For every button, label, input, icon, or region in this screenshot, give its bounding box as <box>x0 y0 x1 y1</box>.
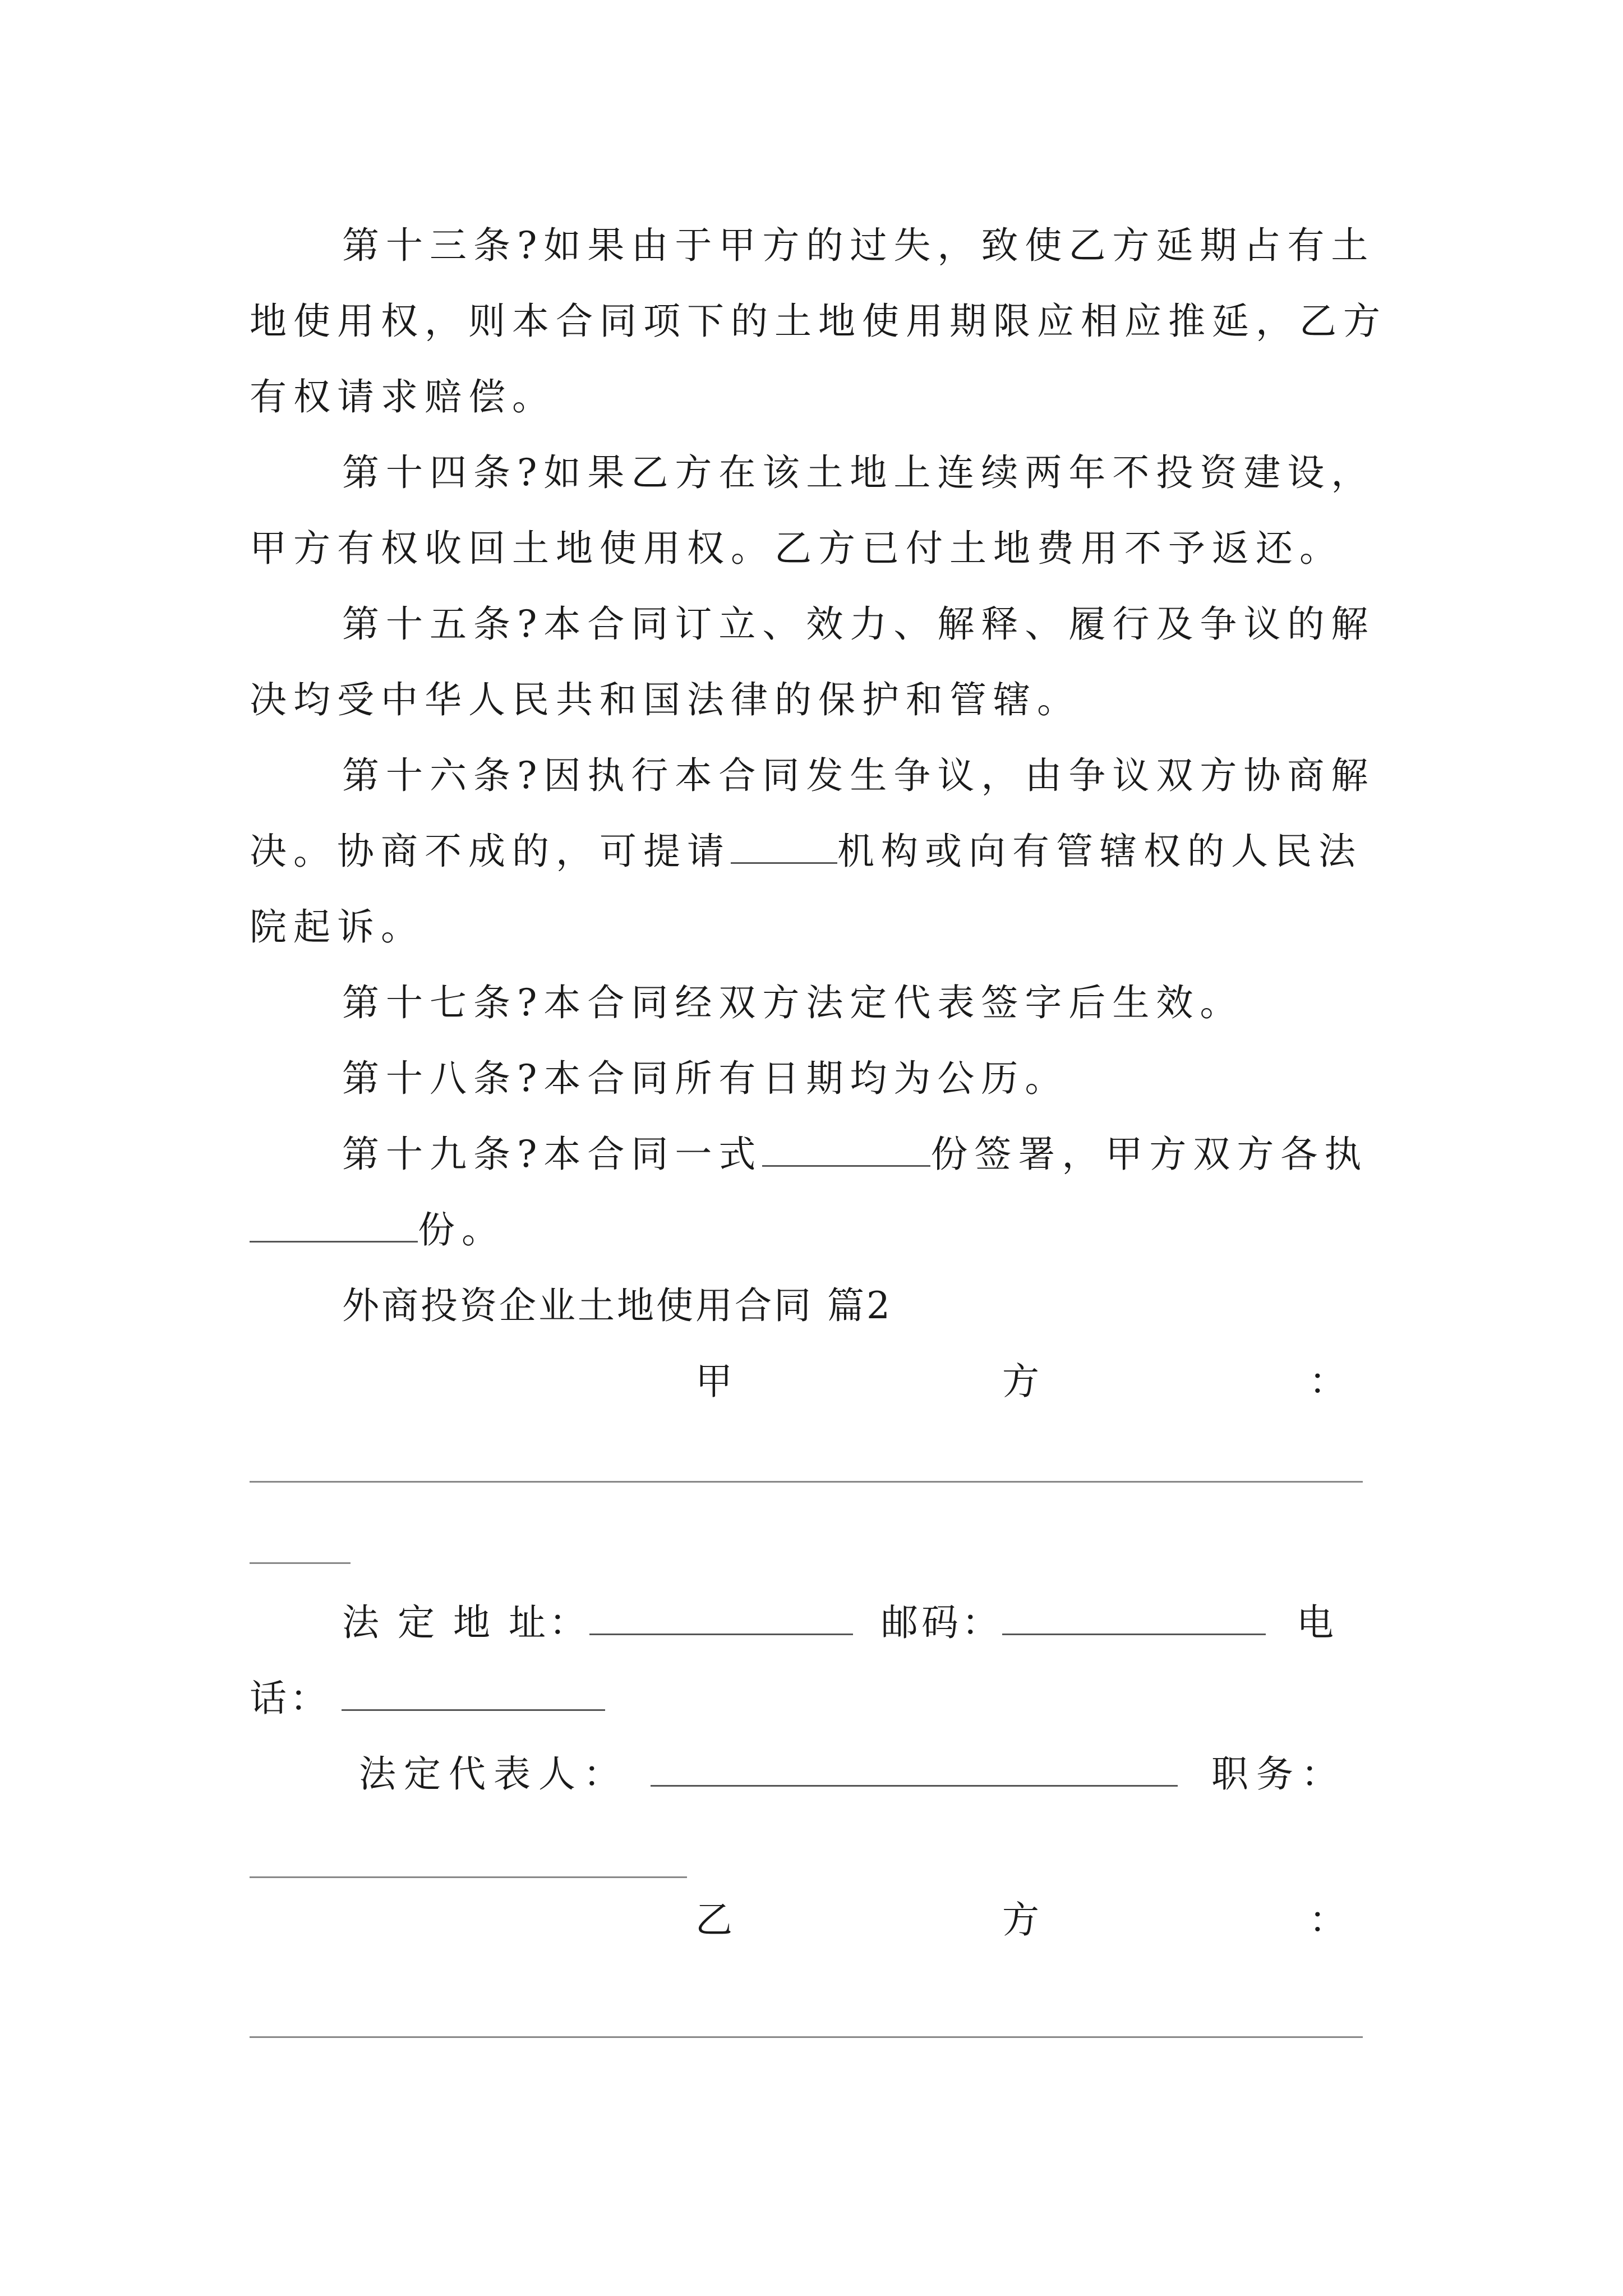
article-18-line-1: 第十八条?本合同所有日期均为公历。 <box>342 1057 1069 1100</box>
copies-each-blank[interactable] <box>250 1208 418 1243</box>
party-a-name-line-continued[interactable] <box>250 1562 351 1564</box>
article-16-text-b: 机构或向有管辖权的人民法 <box>837 830 1362 873</box>
representative-blank[interactable] <box>651 1752 1178 1787</box>
party-a-name-line[interactable] <box>250 1481 1363 1483</box>
article-16-text-a: 决。协商不成的，可提请 <box>250 830 731 873</box>
party-a-char-2: 方 <box>1002 1360 1039 1403</box>
article-15-line-2: 决均受中华人民共和国法律的保护和管辖。 <box>250 678 1081 721</box>
party-a-char-1: 甲 <box>695 1360 732 1403</box>
party-a-colon: ： <box>1309 1360 1346 1403</box>
party-b-colon: ： <box>1309 1898 1346 1941</box>
party-a-label <box>695 1355 1346 1409</box>
article-16-line-1: 第十六条?因执行本合同发生争议，由争议双方协商解 <box>342 754 1375 797</box>
article-19-text-c: 份。 <box>418 1208 505 1251</box>
party-b-name-line[interactable] <box>250 2036 1363 2038</box>
contact-line <box>342 1596 1380 1650</box>
copies-total-blank[interactable] <box>762 1133 930 1167</box>
article-19-line-2 <box>250 1203 1380 1257</box>
article-13-line-2: 地使用权，则本合同项下的土地使用期限应相应推延，乙方 <box>250 300 1387 343</box>
postcode-label: 邮码： <box>880 1601 1002 1644</box>
position-blank[interactable] <box>250 1876 687 1878</box>
article-13-line-3: 有权请求赔偿。 <box>250 375 556 418</box>
article-16-line-3: 院起诉。 <box>250 905 425 949</box>
postcode-blank[interactable] <box>1002 1601 1266 1635</box>
phone-blank[interactable] <box>342 1677 605 1711</box>
article-19-text-b: 份签署，甲方双方各执 <box>930 1133 1368 1176</box>
article-16-line-2 <box>250 825 1380 878</box>
article-14-line-1: 第十四条?如果乙方在该土地上连续两年不投资建设， <box>342 451 1375 494</box>
arbitration-blank[interactable] <box>731 830 837 864</box>
address-label: 法 定 地 址： <box>342 1601 589 1644</box>
article-19-line-1 <box>342 1128 1380 1181</box>
article-19-text-a: 第十九条?本合同一式 <box>342 1133 763 1176</box>
article-15-line-1: 第十五条?本合同订立、效力、解释、履行及争议的解 <box>342 602 1375 646</box>
address-blank[interactable] <box>589 1601 853 1635</box>
article-17-line-1: 第十七条?本合同经双方法定代表签字后生效。 <box>342 981 1244 1024</box>
representative-label: 法定代表人： <box>359 1752 628 1796</box>
phone-label-part-2: 话： <box>250 1677 330 1720</box>
phone-line <box>250 1672 1380 1726</box>
phone-label-part-1: 电 <box>1296 1601 1334 1644</box>
section-2-title: 外商投资企业土地使用合同 篇2 <box>342 1284 892 1327</box>
position-label: 职务： <box>1211 1752 1346 1796</box>
article-14-line-2: 甲方有权收回土地使用权。乙方已付土地费用不予返还。 <box>250 527 1343 570</box>
article-13-line-1: 第十三条?如果由于甲方的过失，致使乙方延期占有土 <box>342 224 1375 267</box>
party-b-char-1: 乙 <box>695 1898 732 1941</box>
party-b-char-2: 方 <box>1002 1898 1039 1941</box>
party-b-label <box>695 1893 1346 1947</box>
representative-line <box>359 1747 1380 1801</box>
